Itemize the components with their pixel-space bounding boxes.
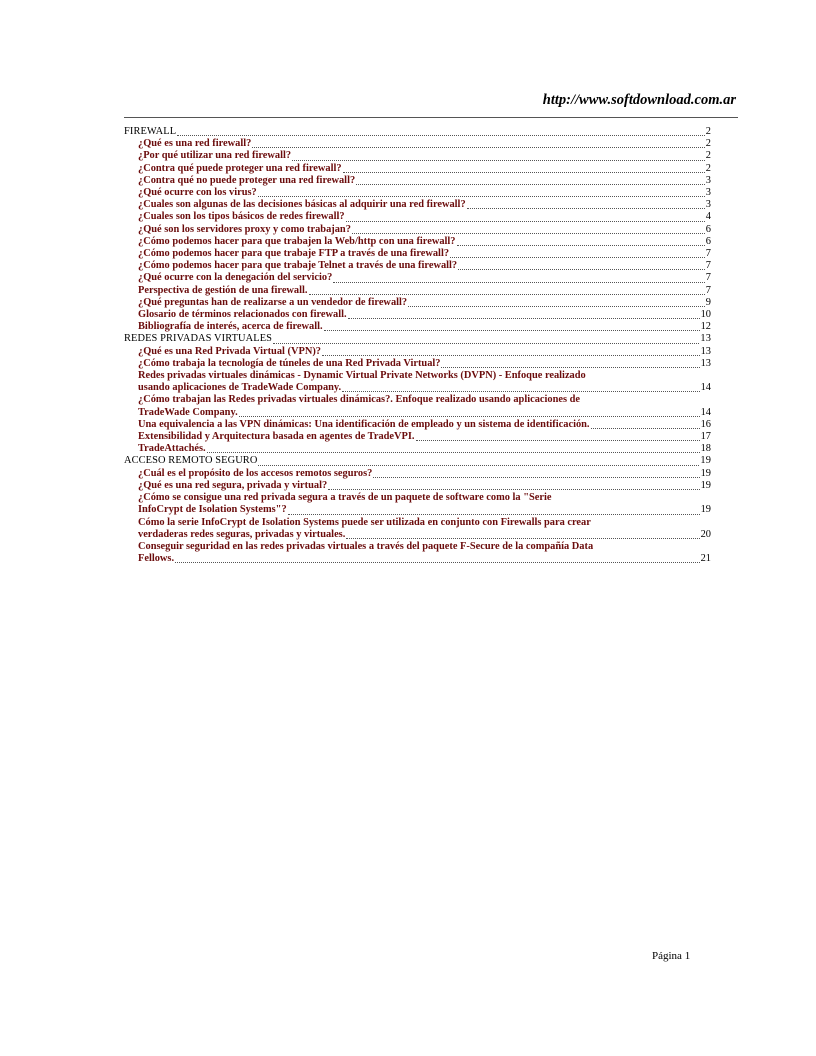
toc-entry-multiline[interactable] [124,541,711,565]
leader-dots [322,347,700,356]
toc-entry[interactable] [124,419,711,431]
leader-dots [346,530,699,539]
toc-entry-page: 2 [705,150,711,162]
leader-dots [342,383,699,392]
toc-entry-label-line1: Conseguir seguridad en las redes privadas virtuales a través del paquete F-Secure de la compañía Data [138,540,594,552]
toc-entry[interactable] [124,309,711,321]
leader-dots [416,432,700,441]
toc-section-entry[interactable] [124,333,711,345]
toc-entry-label: ¿Qué es una red firewall? [138,138,252,150]
toc-entry[interactable] [124,443,711,455]
toc-section-entry[interactable] [124,455,711,467]
leader-dots [252,139,704,148]
leader-dots [441,359,699,368]
page-number: Página 1 [652,950,691,962]
toc-entry-page: 13 [700,345,711,357]
toc-entry-page: 2 [705,162,711,174]
toc-entry-label: ¿Qué es una Red Privada Virtual (VPN)? [138,345,321,357]
leader-dots [591,420,700,429]
toc-entry-label-line1: ¿Cómo se consigue una red privada segura a través de un paquete de software como la "Serie [138,492,552,504]
toc-entry[interactable] [124,297,711,309]
leader-dots [292,152,705,161]
leader-dots [408,298,705,307]
toc-entry-page: 4 [705,211,711,223]
toc-entry-label: ¿Cuales son algunas de las decisiones básicas al adquirir una red firewall? [138,199,466,211]
toc-entry-multiline[interactable] [124,370,711,394]
toc-entry-page: 6 [705,235,711,247]
leader-dots [343,164,705,173]
toc-entry-page: 9 [705,296,711,308]
toc-entry-label: ¿Por qué utilizar una red firewall? [138,150,292,162]
table-of-contents [124,126,711,565]
leader-dots [328,481,699,490]
leader-dots [467,200,705,209]
toc-entry-page: 14 [700,382,711,394]
toc-entry-page: 10 [700,309,711,321]
toc-entry-page: 17 [700,431,711,443]
toc-entry[interactable] [124,236,711,248]
toc-entry-label: ¿Cuales son los tipos básicos de redes firewall? [138,211,345,223]
toc-entry-label: Fellows. [138,553,175,565]
toc-entry-label: Perspectiva de gestión de una firewall. [138,284,308,296]
leader-dots [258,188,705,197]
toc-entry[interactable] [124,321,711,333]
toc-entry-page: 2 [705,126,711,137]
toc-entry[interactable] [124,260,711,272]
toc-entry-page: 7 [705,284,711,296]
leader-dots [373,469,699,478]
toc-entry-label-line1: Redes privadas virtuales dinámicas - Dynamic Virtual Private Networks (DVPN) - Enfoque realizado [138,370,586,382]
toc-entry[interactable] [124,431,711,443]
toc-entry[interactable] [124,248,711,260]
toc-entry-label: ¿Qué ocurre con la denegación del servicio? [138,272,333,284]
toc-entry-label: Una equivalencia a las VPN dinámicas: Una identificación de empleado y un sistema de identificación. [138,418,590,430]
leader-dots [346,213,705,222]
toc-entry[interactable] [124,468,711,480]
toc-entry-label: InfoCrypt de Isolation Systems"? [138,504,287,516]
leader-dots [288,506,700,515]
toc-entry-label: ¿Qué ocurre con los virus? [138,187,257,199]
toc-entry[interactable] [124,346,711,358]
toc-entry-label: ¿Cómo trabaja la tecnología de túneles de una Red Privada Virtual? [138,357,441,369]
toc-entry-label: Glosario de términos relacionados con firewall. [138,309,347,321]
toc-entry-page: 19 [700,455,711,467]
toc-entry-label: ¿Cómo podemos hacer para que trabajen la Web/http con una firewall? [138,235,456,247]
toc-entry-page: 19 [700,467,711,479]
leader-dots [333,274,704,283]
toc-entry-page: 3 [705,174,711,186]
leader-dots [352,225,705,234]
toc-entry-page: 6 [705,223,711,235]
toc-entry-page: 13 [700,333,711,345]
toc-entry-label: FIREWALL [124,126,177,137]
toc-entry-label: ¿Cómo podemos hacer para que trabaje FTP a través de una firewall? [138,248,450,260]
header-url-link[interactable]: http://www.softdownload.com.ar [542,92,736,108]
toc-entry-page: 19 [700,504,711,516]
toc-entry-page: 19 [700,479,711,491]
toc-entry-label: verdaderas redes seguras, privadas y virtuales. [138,528,346,540]
toc-entry-page: 18 [700,443,711,455]
toc-entry-label: REDES PRIVADAS VIRTUALES [124,333,273,345]
toc-entry-multiline[interactable] [124,517,711,541]
toc-entry-label: ACCESO REMOTO SEGURO [124,455,258,467]
toc-entry-label: ¿Cuál es el propósito de los accesos remotos seguros? [138,467,373,479]
leader-dots [356,176,705,185]
toc-entry-label: usando aplicaciones de TradeWade Company. [138,382,342,394]
toc-entry[interactable] [124,272,711,284]
toc-entry-label: ¿Contra qué puede proteger una red firewall? [138,162,342,174]
toc-entry-page: 13 [700,357,711,369]
leader-dots [177,127,705,136]
toc-entry[interactable] [124,199,711,211]
toc-entry-label: Bibliografía de interés, acerca de firewall. [138,321,323,333]
toc-entry[interactable] [124,138,711,150]
toc-entry[interactable] [124,224,711,236]
toc-entry-label: ¿Cómo podemos hacer para que trabaje Telnet a través de una firewall? [138,260,458,272]
leader-dots [348,310,700,319]
toc-entry-page: 16 [700,418,711,430]
toc-entry-multiline[interactable] [124,492,711,516]
toc-entry-label: TradeAttachés. [138,443,206,455]
toc-entry-label: ¿Qué preguntas han de realizarse a un vendedor de firewall? [138,296,408,308]
toc-entry-page: 14 [700,406,711,418]
toc-entry[interactable] [124,358,711,370]
toc-entry[interactable] [124,163,711,175]
toc-entry-page: 7 [705,248,711,260]
leader-dots [324,322,700,331]
toc-entry[interactable] [124,211,711,223]
leader-dots [450,249,705,258]
toc-entry-label: Extensibilidad y Arquitectura basada en agentes de TradeVPI. [138,431,415,443]
toc-entry[interactable] [124,150,711,162]
toc-section-entry[interactable] [124,126,711,138]
toc-entry-label: ¿Qué son los servidores proxy y como trabajan? [138,223,351,235]
leader-dots [273,335,699,344]
toc-entry-multiline[interactable] [124,394,711,418]
toc-entry-label: ¿Qué es una red segura, privada y virtual? [138,479,328,491]
toc-entry[interactable] [124,187,711,199]
leader-dots [309,286,705,295]
toc-entry-page: 20 [700,528,711,540]
toc-entry[interactable] [124,480,711,492]
toc-entry-label-line1: ¿Cómo trabajan las Redes privadas virtuales dinámicas?. Enfoque realizado usando aplicaciones de [138,394,581,406]
toc-entry-page: 12 [700,321,711,333]
toc-entry[interactable] [124,175,711,187]
header-divider [124,117,738,118]
toc-entry-label: ¿Contra qué no puede proteger una red firewall? [138,174,356,186]
toc-entry-page: 7 [705,272,711,284]
toc-entry-page: 2 [705,138,711,150]
toc-entry-page: 3 [705,187,711,199]
leader-dots [458,261,705,270]
leader-dots [175,554,700,563]
leader-dots [207,444,700,453]
toc-entry-page: 3 [705,199,711,211]
leader-dots [258,457,699,466]
toc-entry[interactable] [124,285,711,297]
leader-dots [239,408,700,417]
leader-dots [457,237,705,246]
toc-entry-label-line1: Cómo la serie InfoCrypt de Isolation Systems puede ser utilizada en conjunto con Firewalls para crear [138,516,591,528]
toc-entry-page: 21 [700,553,711,565]
toc-entry-label: TradeWade Company. [138,406,238,418]
toc-entry-page: 7 [705,260,711,272]
